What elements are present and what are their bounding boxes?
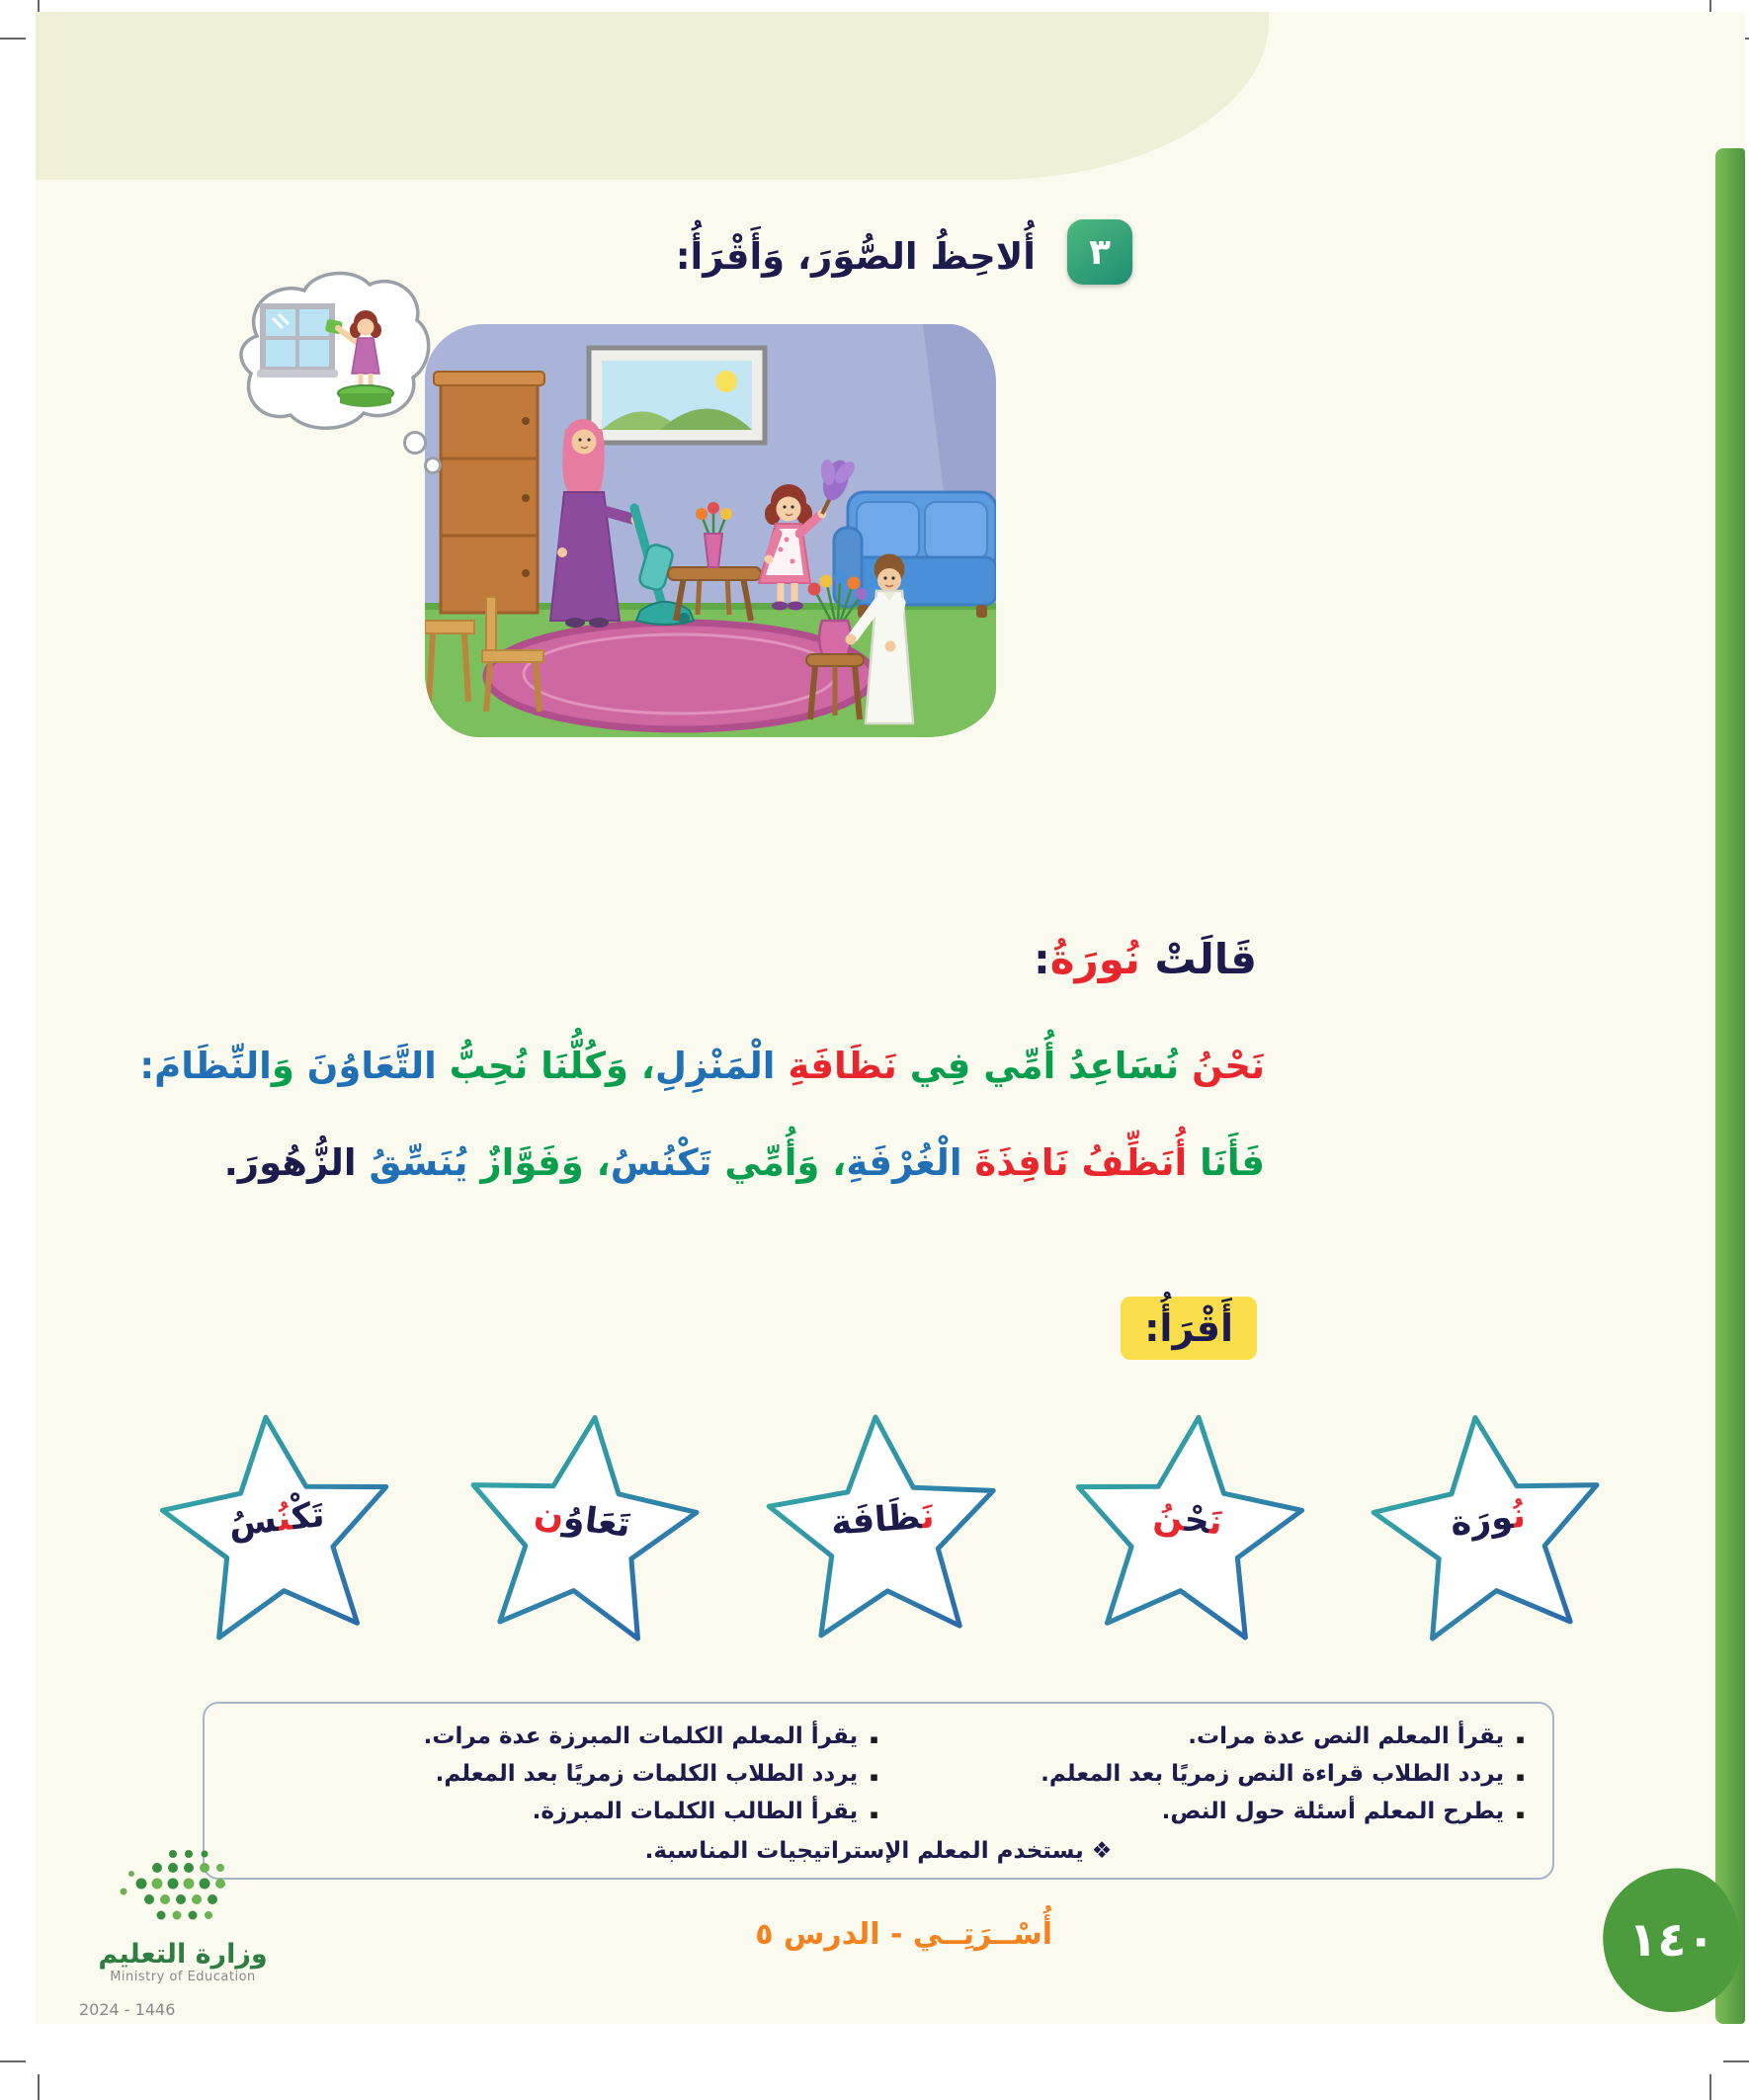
- top-band-decoration: [36, 12, 1269, 180]
- star-word-card: [442, 1389, 720, 1673]
- teacher-instructions-word-reading: [232, 1723, 878, 1836]
- bullet-icon: ▪: [1516, 1732, 1525, 1747]
- read-label: أَقْرَأُ:: [1121, 1297, 1257, 1360]
- diamond-icon: ❖: [1091, 1838, 1113, 1864]
- page-number: ١٤٠: [1628, 1911, 1715, 1968]
- instruction-text: يردد الطلاب الكلمات زمريًا بعد المعلم.: [435, 1761, 859, 1787]
- crop-mark: [1723, 2060, 1749, 2062]
- picture-frame: [589, 348, 765, 443]
- strategy-text: يستخدم المعلم الإستراتيجيات المناسبة.: [644, 1838, 1084, 1864]
- ministry-logo: [69, 1842, 296, 2019]
- window-cleaning-scene: [229, 259, 437, 447]
- ministry-name-arabic: وزارة التعليم: [98, 1939, 268, 1970]
- instruction-text: يقرأ الطالب الكلمات المبرزة.: [532, 1799, 859, 1824]
- teacher-strategy-note: [232, 1838, 1525, 1864]
- instruction-item: [878, 1799, 1525, 1826]
- star-words-row: [153, 1403, 1614, 1666]
- story-text: [139, 1018, 1265, 1212]
- thought-bubble: [229, 259, 437, 447]
- living-room-scene: [425, 324, 996, 737]
- mini-window: [257, 306, 338, 378]
- ministry-logo-dots: [94, 1842, 272, 1933]
- bullet-icon: ▪: [870, 1732, 878, 1747]
- instruction-item: [878, 1761, 1525, 1789]
- star-word: نُ‍ ‍ورَة: [1448, 1495, 1528, 1545]
- star-word: تَعَاوُ ن: [531, 1494, 632, 1546]
- crop-mark: [0, 38, 26, 40]
- teacher-instructions-box: [203, 1702, 1554, 1880]
- section-number-badge: [1067, 219, 1132, 285]
- scene-illustration: [425, 324, 996, 737]
- teacher-instructions-text-reading: [878, 1723, 1525, 1836]
- instruction-text: يطرح المعلم أسئلة حول النص.: [1161, 1799, 1505, 1824]
- instruction-text: يقرأ المعلم النص عدة مرات.: [1188, 1723, 1505, 1749]
- page-edge-bar: [1715, 148, 1745, 2024]
- instruction-item: [232, 1799, 878, 1826]
- instruction-item: [232, 1761, 878, 1789]
- bullet-icon: ▪: [1516, 1807, 1525, 1822]
- instruction-item: [232, 1723, 878, 1751]
- crop-mark: [1709, 2074, 1711, 2100]
- star-word-card: [750, 1395, 1016, 1667]
- story-line-2: فَأَنَا أُنَظِّفُ نَافِذَةَ الْغُرْفَةِ، وَأُمِّي تَكْنُسُ، وَفَوَّازٌ يُنَسِّقُ الزُّهُورَ.: [223, 1141, 1265, 1184]
- bullet-icon: ▪: [870, 1807, 878, 1822]
- story-intro: قَالَتْ نُورَةُ:: [1034, 935, 1257, 983]
- section-number: ٣: [1089, 231, 1111, 273]
- instruction-item: [878, 1723, 1525, 1751]
- ministry-name-english: Ministry of Education: [110, 1970, 256, 1984]
- instruction-text: يقرأ المعلم الكلمات المبرزة عدة مرات.: [423, 1723, 859, 1749]
- crop-mark: [38, 2074, 40, 2100]
- cabinet: [434, 372, 544, 613]
- instruction-text: يردد الطلاب قراءة النص زمريًا بعد المعلم.: [1041, 1761, 1505, 1787]
- star-word: تَكْ‍ ‍نُ‍ ‍سُ: [226, 1495, 327, 1546]
- paper: [36, 12, 1745, 2024]
- crop-mark: [0, 2060, 26, 2062]
- star-word-card: [1350, 1389, 1628, 1673]
- thought-bubble-dot: [424, 457, 442, 474]
- star-word-card: [140, 1391, 415, 1671]
- lesson-footer-label: أُسْــرَتِــي - الدرس ٥: [755, 1917, 1052, 1952]
- thought-bubble-dot: [403, 431, 427, 455]
- star-word: نَ‍ ‍حْ‍ ‍نُ: [1150, 1496, 1224, 1544]
- bullet-icon: ▪: [1516, 1770, 1525, 1785]
- teacher-instructions-columns: [232, 1723, 1525, 1836]
- star-word-card: [1049, 1391, 1324, 1671]
- story-line-1: نَحْنُ نُسَاعِدُ أُمِّي فِي نَظَافَةِ الْمَنْزِلِ، وَكُلُّنَا نُحِبُّ التَّعَاوُنَ وَالنِّظَامَ:: [139, 1045, 1265, 1087]
- bullet-icon: ▪: [870, 1770, 878, 1785]
- section-title: أُلاحِظُ الصُّوَرَ، وَأَقْرَأُ:: [675, 235, 1036, 278]
- edition-year: 2024 - 1446: [79, 2000, 176, 2019]
- star-word: نَ‍ ‍ظَافَة: [829, 1496, 936, 1544]
